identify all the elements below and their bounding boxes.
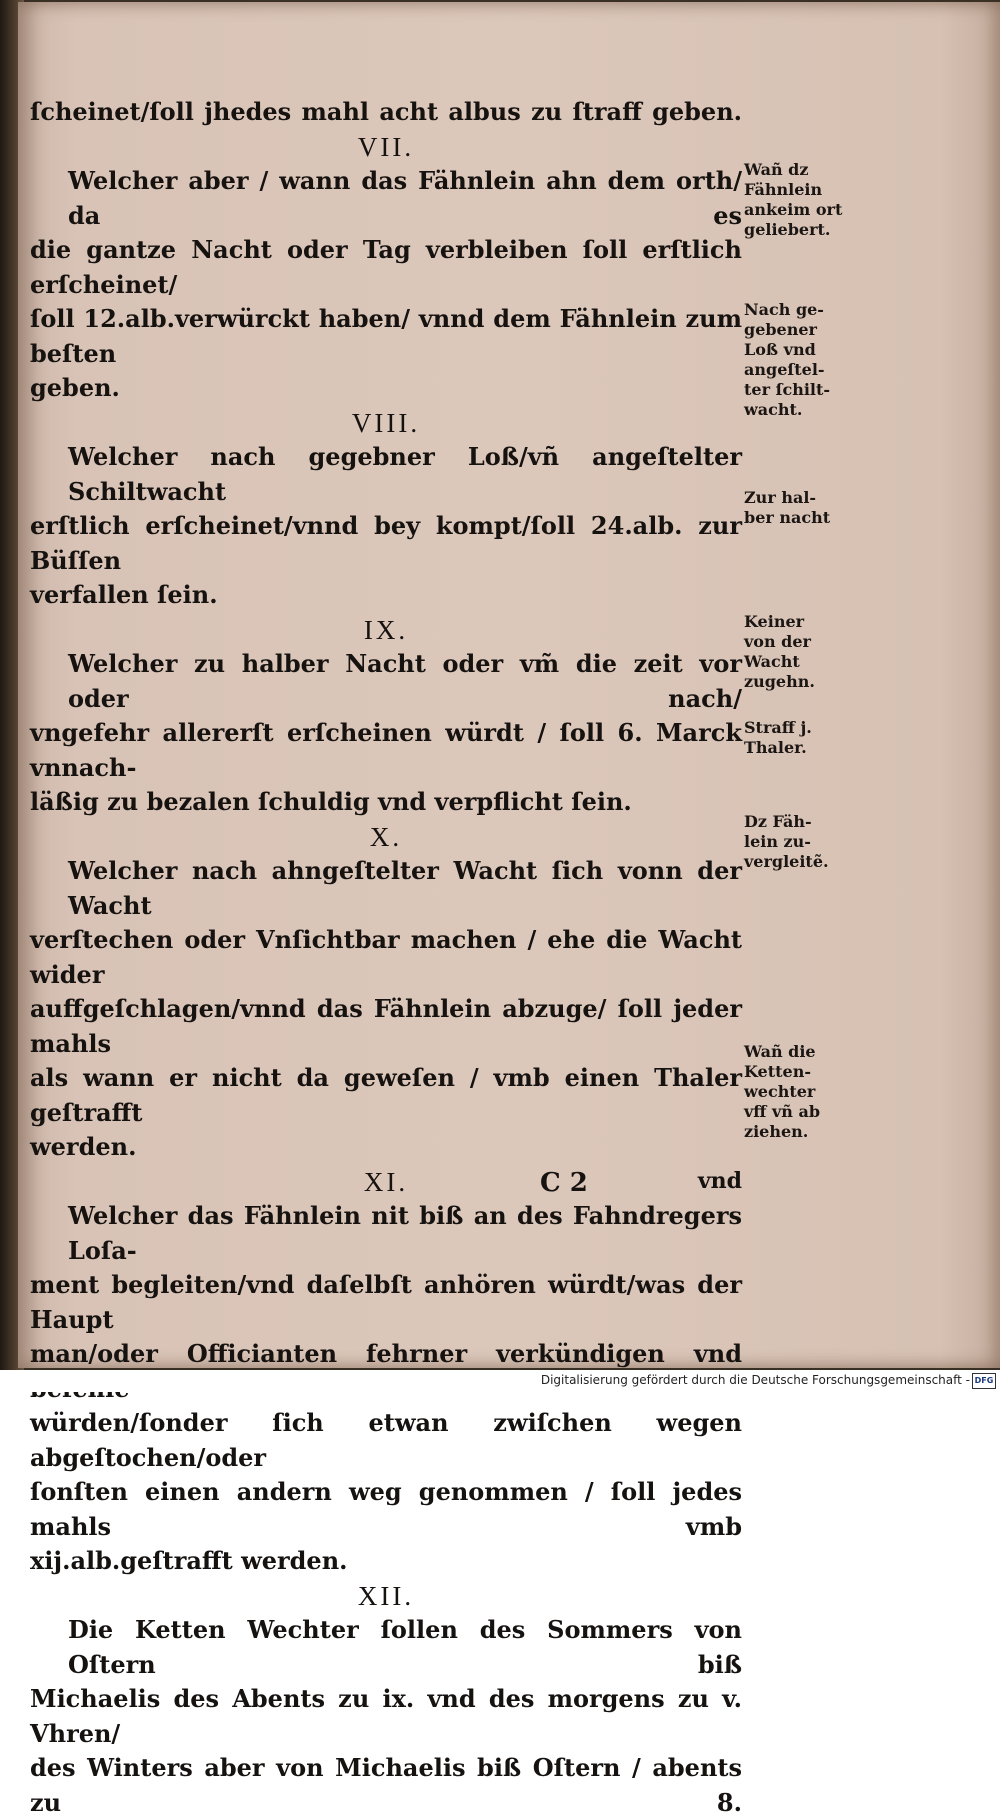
text-line: läßig zu bezalen ſchuldig vnd verpflicht ſein. (30, 787, 632, 816)
margin-note-line: von der (744, 632, 811, 651)
margin-note-line: Fähnlein (744, 180, 823, 199)
margin-note-line: Wacht (744, 652, 800, 671)
margin-note-line: Straff j. (744, 718, 812, 737)
text-line: xij.alb.geſtrafft werden. (30, 1546, 348, 1575)
section-heading-xi: XI. (363, 1166, 409, 1197)
dfg-logo-icon: DFG (972, 1373, 996, 1389)
catchword: vnd (697, 1168, 742, 1194)
text-line: Welcher nach ahngeſtelter Wacht ſich vonn der Wacht (68, 856, 742, 920)
margin-note-line: Dz Fäh- (744, 812, 812, 831)
margin-note-line: wacht. (744, 400, 803, 419)
margin-note-line: Nach ge- (744, 300, 824, 319)
margin-note-line: geliebert. (744, 220, 831, 239)
margin-note-line: ter ſchilt- (744, 380, 831, 399)
text-line: ment begleiten/vnd daſelbſt anhören würdt/was der Haupt (30, 1270, 742, 1334)
margin-note (744, 612, 854, 692)
margin-note (744, 488, 854, 528)
text-line: ſoll 12.alb.verwürckt haben/ vnnd dem Fähnlein zum beſten (30, 304, 742, 368)
text-line: werden. (30, 1132, 137, 1161)
main-text-column (30, 95, 742, 1820)
text-line: geben. (30, 373, 120, 402)
text-line: Michaelis des Abents zu ix. vnd des morgens zu v. Vhren/ (30, 1684, 742, 1748)
margin-note-line: Keiner (744, 612, 805, 631)
margin-note-line: ankeim ort (744, 200, 843, 219)
text-line: verſtechen oder Vnſichtbar machen / ehe die Wacht wider (30, 925, 742, 989)
margin-note-line: gebener (744, 320, 817, 339)
margin-note (744, 160, 854, 240)
section-heading-x: X. (369, 821, 403, 852)
text-line: erſtlich erſcheinet/vnnd bey kompt/ſoll 24.alb. zur Büſſen (30, 511, 742, 575)
margin-note (744, 812, 854, 872)
margin-note-line: Wañ dz (744, 160, 809, 179)
text-line: verfallen ſein. (30, 580, 218, 609)
margin-note-line: vergleitẽ. (744, 852, 829, 871)
text-line: auffgeſchlagen/vnnd das Fähnlein abzuge/ ſoll jeder mahls (30, 994, 742, 1058)
text-line: ſcheinet/ſoll jhedes mahl acht albus zu ſtraff geben. (30, 97, 742, 126)
text-line: als wann er nicht da geweſen / vmb einen Thaler geſtrafft (30, 1063, 742, 1127)
margin-note (744, 300, 854, 420)
margin-note-line: Thaler. (744, 738, 807, 757)
section-heading-vii: VII. (357, 131, 415, 162)
margin-note-line: Loß vnd (744, 340, 816, 359)
text-line: vngefehr allererſt erſcheinen würdt / ſoll 6. Marck vnnach- (30, 718, 742, 782)
text-line: würden/ſonder ſich etwan zwiſchen wegen abgeſtochen/oder (30, 1408, 742, 1472)
margin-note-line: angeſtel- (744, 360, 825, 379)
margin-note-line: wechter (744, 1082, 816, 1101)
text-line: des Winters aber von Michaelis biß Oſtern / abents zu 8. (30, 1753, 742, 1817)
margin-note-line: vff vñ ab (744, 1102, 821, 1121)
margin-note (744, 718, 854, 758)
text-line: Welcher aber / wann das Fähnlein ahn dem orth/ da es (68, 166, 742, 230)
margin-note-line: ziehen. (744, 1122, 809, 1141)
margin-note-line: lein zu- (744, 832, 811, 851)
margin-note-line: zugehn. (744, 672, 815, 691)
margin-note-line: Wañ die (744, 1042, 816, 1061)
funding-credit: Digitalisierung gefördert durch die Deutsche Forschungsgemeinschaft - (540, 1373, 970, 1387)
signature-mark: C 2 (540, 1168, 588, 1198)
footer-bar (0, 1370, 1000, 1392)
margin-note-line: Ketten- (744, 1062, 811, 1081)
text-line: Welcher das Fähnlein nit biß an des Fahndregers Loſa- (68, 1201, 742, 1265)
section-heading-xii: XII. (357, 1580, 415, 1611)
margin-note-line: Zur hal- (744, 488, 817, 507)
section-heading-viii: VIII. (351, 407, 421, 438)
text-line: Die Ketten Wechter ſollen des Sommers von Oſtern biß (68, 1615, 742, 1679)
section-heading-ix: IX. (363, 614, 409, 645)
text-line: ſonſten einen andern weg genommen / ſoll jedes mahls vmb (30, 1477, 742, 1541)
text-line: Welcher zu halber Nacht oder vm̃ die zeit vor oder nach/ (68, 649, 742, 713)
text-line: man/oder Officianten fehrner verkündigen vnd (30, 1339, 742, 1368)
margin-note-line: ber nacht (744, 508, 831, 527)
text-line: Welcher nach gegebner Loß/vñ angeſtelter Schiltwacht (68, 442, 742, 506)
margin-note (744, 1042, 854, 1142)
text-line: die gantze Nacht oder Tag verbleiben ſoll erſtlich erſcheinet/ (30, 235, 742, 299)
